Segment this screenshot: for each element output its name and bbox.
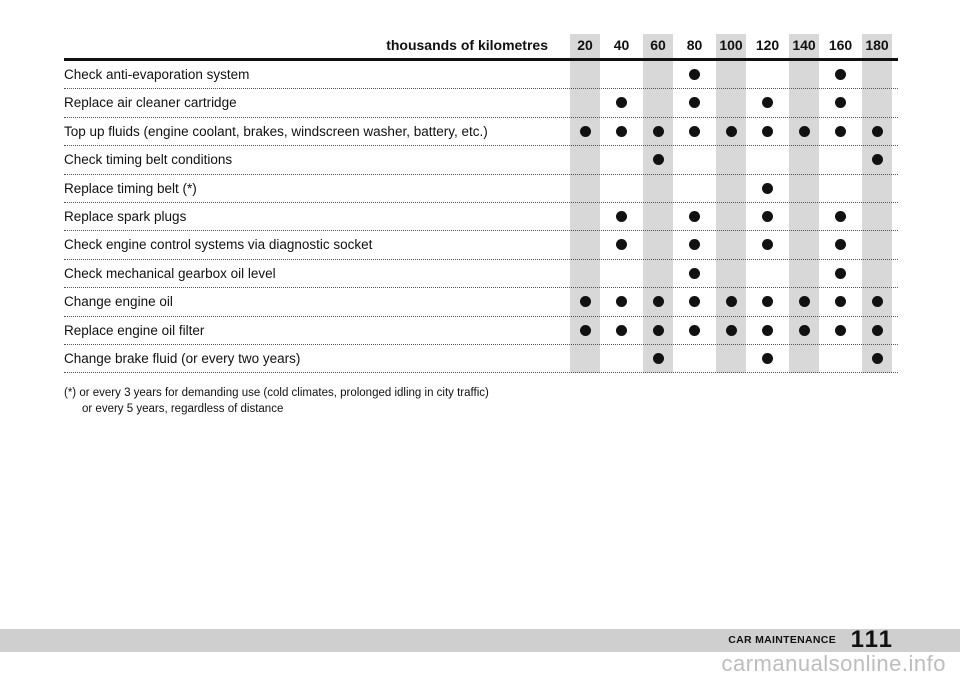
row-label: Replace spark plugs — [64, 208, 187, 224]
interval-dot — [835, 296, 846, 307]
watermark: carmanualsonline.info — [721, 651, 946, 676]
interval-dot — [762, 126, 773, 137]
table-row — [64, 231, 898, 259]
row-label: Check anti-evaporation system — [64, 67, 250, 82]
interval-dot — [872, 325, 883, 336]
table-row — [64, 118, 898, 146]
interval-dot — [689, 97, 700, 108]
table-body — [64, 61, 898, 373]
interval-dot — [653, 126, 664, 137]
row-label: Top up fluids (engine coolant, brakes, windscreen washer, battery, etc.) — [64, 123, 488, 139]
interval-dot — [835, 126, 846, 137]
interval-dot — [726, 325, 737, 336]
interval-dot — [835, 69, 846, 80]
interval-dot — [762, 353, 773, 364]
table-row — [64, 89, 898, 117]
table-row — [64, 288, 898, 316]
interval-dot — [835, 239, 846, 250]
interval-dot — [580, 296, 591, 307]
page-number: 111 — [850, 626, 894, 653]
table-row — [64, 260, 898, 288]
interval-dot — [616, 126, 627, 137]
column-header-60: 60 — [650, 37, 666, 53]
row-label: Check engine control systems via diagnostic socket — [64, 237, 373, 253]
interval-dot — [653, 353, 664, 364]
table-row — [64, 345, 898, 373]
row-label: Replace engine oil filter — [64, 322, 205, 338]
interval-dot — [616, 97, 627, 108]
interval-dot — [799, 325, 810, 336]
interval-dot — [726, 296, 737, 307]
interval-dot — [835, 97, 846, 108]
row-label: Replace timing belt (*) — [64, 180, 197, 196]
table-row — [64, 61, 898, 89]
interval-dot — [835, 268, 846, 279]
row-label: Replace air cleaner cartridge — [64, 95, 237, 111]
interval-dot — [689, 126, 700, 137]
table-row — [64, 175, 898, 203]
interval-dot — [762, 296, 773, 307]
interval-dot — [872, 353, 883, 364]
column-header-120: 120 — [755, 37, 780, 53]
column-header-140: 140 — [792, 37, 816, 53]
footer-bar — [0, 626, 960, 653]
footnote-line-2: or every 5 years, regardless of distance — [82, 403, 284, 415]
table-row — [64, 146, 898, 174]
interval-dot — [689, 239, 700, 250]
column-header-160: 160 — [828, 37, 853, 53]
interval-dot — [872, 126, 883, 137]
interval-dot — [689, 268, 700, 279]
interval-dot — [616, 211, 627, 222]
interval-dot — [689, 69, 700, 80]
interval-dot — [653, 154, 664, 165]
row-label: Check mechanical gearbox oil level — [64, 265, 276, 281]
interval-dot — [580, 126, 591, 137]
interval-dot — [872, 154, 883, 165]
interval-dot — [653, 325, 664, 336]
interval-dot — [689, 211, 700, 222]
interval-dot — [835, 211, 846, 222]
interval-dot — [762, 97, 773, 108]
interval-dot — [835, 325, 846, 336]
table-header — [64, 34, 898, 61]
interval-dot — [762, 239, 773, 250]
row-label: Check timing belt conditions — [64, 152, 233, 168]
footnote — [64, 385, 489, 417]
interval-dot — [762, 211, 773, 222]
interval-dot — [762, 183, 773, 194]
row-label: Change brake fluid (or every two years) — [64, 350, 301, 366]
row-label: Change engine oil — [64, 294, 173, 310]
column-header-180: 180 — [865, 37, 889, 53]
interval-dot — [616, 325, 627, 336]
interval-dot — [762, 325, 773, 336]
interval-dot — [653, 296, 664, 307]
column-header-100: 100 — [719, 37, 743, 53]
interval-dot — [616, 239, 627, 250]
maintenance-schedule-table — [64, 34, 898, 373]
column-header-20: 20 — [577, 37, 593, 53]
interval-dot — [689, 296, 700, 307]
footnote-line-1: (*) or every 3 years for demanding use (cold climates, prolonged idling in city traffic) — [64, 387, 489, 399]
column-header-40: 40 — [613, 37, 630, 53]
footer-section-title: CAR MAINTENANCE — [728, 634, 836, 646]
interval-dot — [726, 126, 737, 137]
table-row — [64, 317, 898, 345]
interval-dot — [872, 296, 883, 307]
interval-dot — [580, 325, 591, 336]
table-row — [64, 203, 898, 231]
interval-dot — [799, 126, 810, 137]
column-header-80: 80 — [686, 37, 703, 53]
interval-dot — [616, 296, 627, 307]
header-title: thousands of kilometres — [386, 37, 548, 53]
interval-dot — [689, 325, 700, 336]
interval-dot — [799, 296, 810, 307]
